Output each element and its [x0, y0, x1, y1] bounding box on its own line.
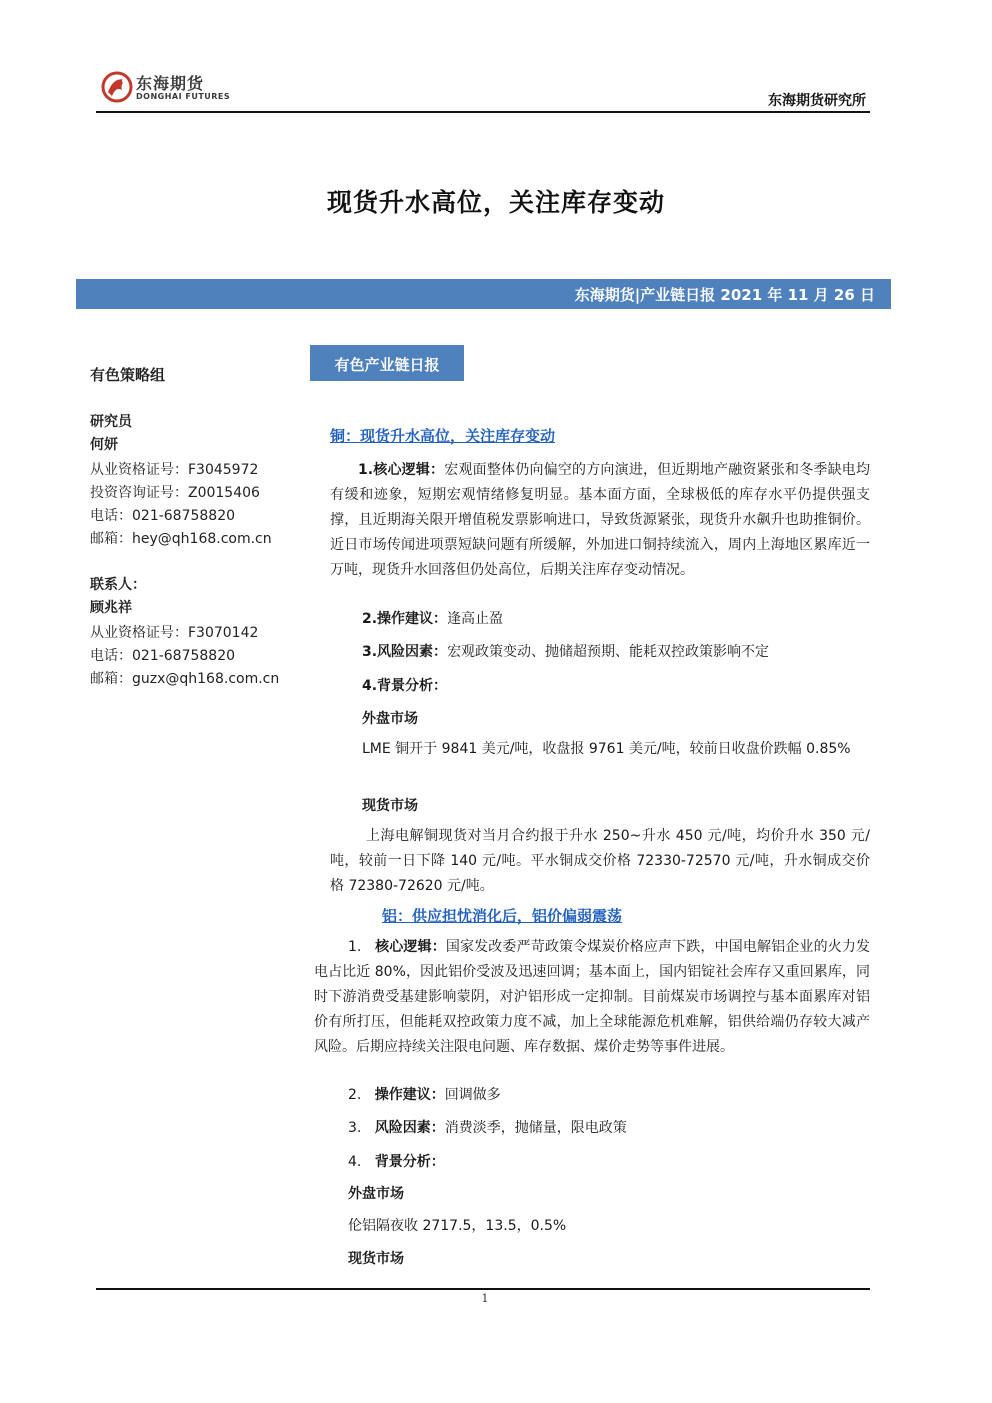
page-number: 1 — [481, 1292, 489, 1305]
copper-operation — [362, 608, 503, 628]
aluminum-bg-number: 4. — [348, 1154, 362, 1170]
aluminum-risk-label: 风险因素： — [374, 1120, 445, 1136]
aluminum-op-label: 操作建议： — [374, 1087, 445, 1103]
strategy-group: 有色策略组 — [90, 366, 166, 384]
copper-logic-text: 宏观面整体仍向偏空的方向演进，但近期地产融资紧张和冬季缺电均有缓和迹象，短期宏观情绪修复明显。基本面方面，全球极低的库存水平仍提供强支撑，且近期海关限开增值税发票影响进口，导致货源紧张，现货升水飙升也助推铜价。近日市场传闻进项票短缺问题有所缓解，外加进口铜持续流入，周内上海地区累库近一万吨，现货升水回落但仍处高位，后期关注库存变动情况。 — [330, 462, 870, 578]
aluminum-op-text: 回调做多 — [444, 1087, 501, 1103]
copper-spot-market-text: 上海电解铜现货对当月合约报于升水 250~升水 450 元/吨，均价升水 350 元/吨，较前一日下降 140 元/吨。平水铜成交价格 72330-72570 元/吨，升水铜成交价格 72380-72620 元/吨。 — [330, 828, 870, 894]
aluminum-logic-label: 核心逻辑： — [375, 939, 446, 955]
contact-label: 联系人： — [90, 577, 146, 593]
copper-risk-text: 宏观政策变动、抛储超预期、能耗双控政策影响不定 — [447, 644, 770, 660]
contact-qualification: 从业资格证号：F3070142 — [90, 625, 259, 641]
logo-chinese-name: 东海期货 — [136, 74, 205, 93]
report-banner — [76, 279, 891, 309]
dragon-logo-icon — [100, 68, 134, 106]
institute-name: 东海期货研究所 — [768, 93, 866, 109]
section-tag-text: 有色产业链日报 — [334, 356, 440, 374]
aluminum-core-logic — [314, 935, 870, 1060]
copper-section-title: 铜：现货升水高位，关注库存变动 — [330, 427, 556, 445]
aluminum-spot-market-label: 现货市场 — [348, 1251, 404, 1267]
aluminum-risk — [348, 1117, 627, 1137]
aluminum-bg-label: 背景分析： — [374, 1154, 445, 1170]
copper-risk-label: 3.风险因素： — [362, 644, 448, 660]
copper-background-label: 4.背景分析： — [362, 678, 448, 694]
company-logo — [100, 68, 231, 108]
researcher-label: 研究员 — [90, 414, 132, 430]
aluminum-foreign-market-text: 伦铝隔夜收 2717.5，13.5，0.5% — [348, 1218, 567, 1234]
copper-logic-label: 1.核心逻辑： — [358, 462, 445, 478]
contact-phone: 电话：021-68758820 — [90, 648, 236, 664]
researcher-qualification: 从业资格证号：F3045972 — [90, 462, 259, 478]
logo-english-name: DONGHAI FUTURES — [136, 92, 231, 101]
copper-risk — [362, 641, 769, 661]
aluminum-operation — [348, 1084, 501, 1104]
aluminum-risk-number: 3. — [348, 1120, 362, 1136]
aluminum-background — [348, 1151, 445, 1171]
report-title: 现货升水高位，关注库存变动 — [326, 188, 665, 217]
copper-core-logic — [330, 458, 870, 583]
aluminum-foreign-market-label: 外盘市场 — [348, 1186, 404, 1202]
header-divider — [96, 111, 870, 113]
researcher-name: 何妍 — [90, 437, 118, 453]
section-tag — [310, 345, 464, 381]
copper-foreign-market-label: 外盘市场 — [362, 711, 418, 727]
contact-name: 顾兆祥 — [90, 600, 132, 616]
aluminum-section-title: 铝：供应担忧消化后，铝价偏弱震荡 — [382, 907, 623, 925]
copper-spot-market-label: 现货市场 — [362, 798, 418, 814]
researcher-consult-cert: 投资咨询证号：Z0015406 — [90, 485, 260, 501]
copper-foreign-market-text: LME 铜开于 9841 美元/吨，收盘报 9761 美元/吨，较前日收盘价跌幅 0.85% — [362, 741, 851, 757]
copper-op-text: 逢高止盈 — [447, 611, 504, 627]
researcher-phone: 电话：021-68758820 — [90, 508, 236, 524]
footer-divider — [96, 1288, 870, 1290]
aluminum-logic-number: 1. — [348, 939, 362, 955]
aluminum-risk-text: 消费淡季，抛储量，限电政策 — [444, 1120, 627, 1136]
aluminum-logic-text: 国家发改委严苛政策令煤炭价格应声下跌，中国电解铝企业的火力发电占比近 80%，因此铝价受波及迅速回调；基本面上，国内铝锭社会库存又重回累库，同时下游消费受基建影响蒙阴，对沪铝形成一定抑制。目前煤炭市场调控与基本面累库对铝价有所打压，但能耗双控政策力度不减，加上全球能源危机难解，铝供给端仍存较大减产风险。后期应持续关注限电问题、库存数据、煤价走势等事件进展。 — [314, 939, 870, 1055]
aluminum-op-number: 2. — [348, 1087, 362, 1103]
contact-email[interactable]: 邮箱：guzx@qh168.com.cn — [90, 671, 280, 687]
banner-text: 东海期货|产业链日报 2021 年 11 月 26 日 — [574, 286, 875, 304]
copper-op-label: 2.操作建议： — [362, 611, 448, 627]
researcher-email[interactable]: 邮箱：hey@qh168.com.cn — [90, 531, 272, 547]
